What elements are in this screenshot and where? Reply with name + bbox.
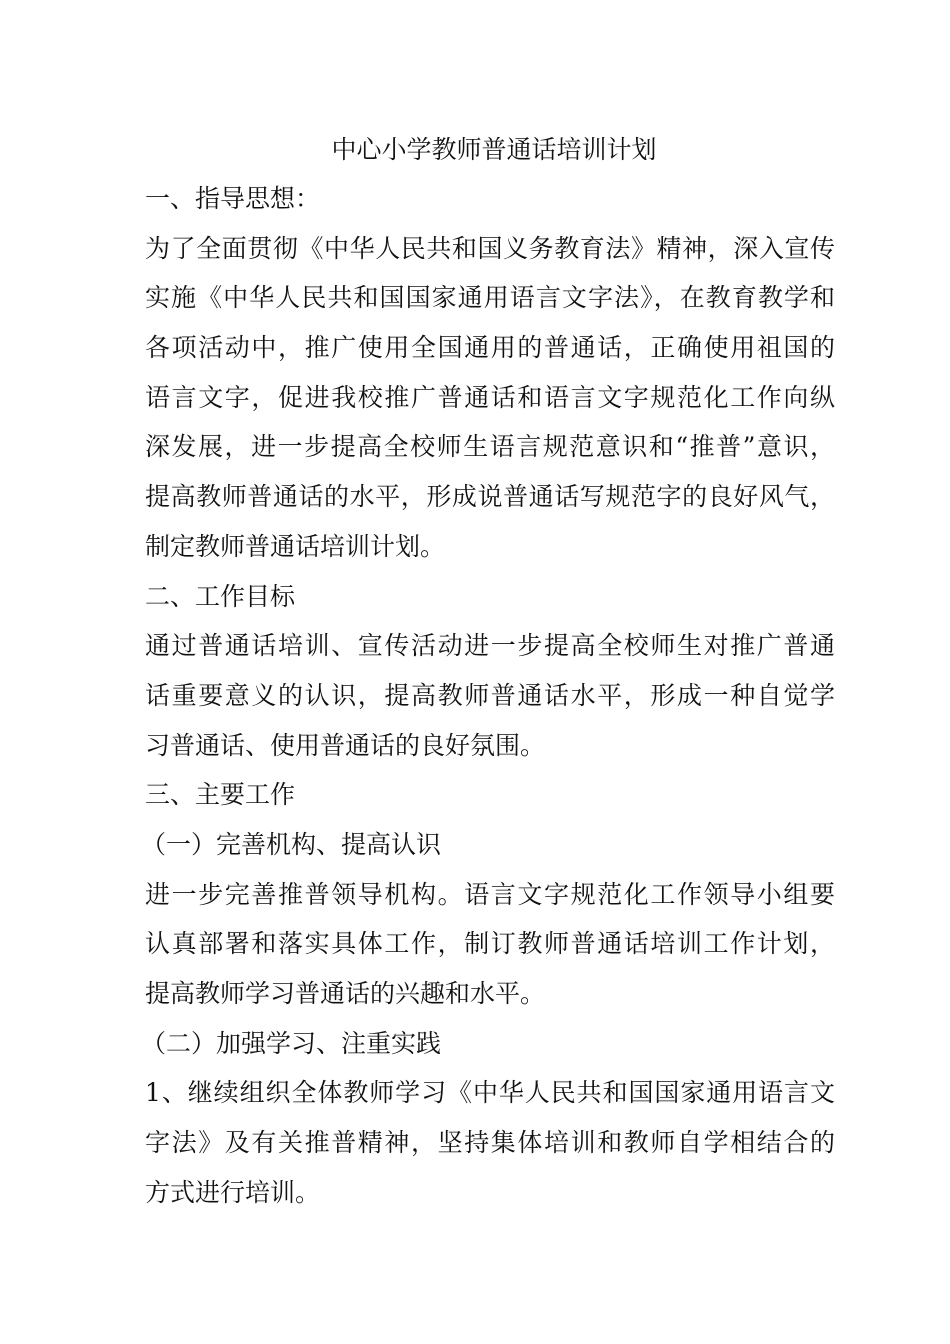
paragraph-line: 提高教师学习普通话的兴趣和水平。 <box>145 979 546 1008</box>
section-heading-guiding-thought: 一、指导思想： <box>145 184 321 213</box>
document-title: 中心小学教师普通话培训计划 <box>331 135 657 164</box>
paragraph-line: 为了全面贯彻《中华人民共和国义务教育法》精神，深入宣传 <box>145 233 835 263</box>
paragraph-line: 制定教师普通话培训计划。 <box>145 531 446 561</box>
paragraph-line: 习普通话、使用普通话的良好氛围。 <box>145 730 546 760</box>
paragraph-line: 各项活动中，推广使用全国通用的普通话，正确使用祖国的 <box>145 333 835 363</box>
paragraph-line: 字法》及有关推普精神，坚持集体培训和教师自学相结合的 <box>145 1128 835 1158</box>
section-heading-main-work: 三、主要工作 <box>145 780 296 810</box>
paragraph-line: 进一步完善推普领导机构。语言文字规范化工作领导小组要 <box>145 879 835 909</box>
paragraph-line: 认真部署和落实具体工作，制订教师普通话培训工作计划， <box>145 929 835 959</box>
paragraph-line: 深发展，进一步提高全校师生语言规范意识和“推普”意识， <box>145 432 835 462</box>
document-body <box>141 126 835 1217</box>
paragraph-line: 话重要意义的认识，提高教师普通话水平，形成一种自觉学 <box>145 680 835 710</box>
paragraph-line: 1、继续组织全体教师学习《中华人民共和国国家通用语言文 <box>145 1078 835 1108</box>
section-heading-work-goals: 二、工作目标 <box>145 581 296 611</box>
subsection-heading-2: （二）加强学习、注重实践 <box>141 1028 442 1058</box>
subsection-heading-1: （一）完善机构、提高认识 <box>141 829 442 859</box>
paragraph-line: 语言文字，促进我校推广普通话和语言文字规范化工作向纵 <box>145 382 835 412</box>
paragraph-line: 通过普通话培训、宣传活动进一步提高全校师生对推广普通 <box>145 631 835 661</box>
paragraph-line: 方式进行培训。 <box>145 1177 321 1207</box>
paragraph-line: 提高教师普通话的水平，形成说普通话写规范字的良好风气， <box>145 482 835 512</box>
paragraph-line: 实施《中华人民共和国国家通用语言文字法》，在教育教学和 <box>145 283 835 313</box>
